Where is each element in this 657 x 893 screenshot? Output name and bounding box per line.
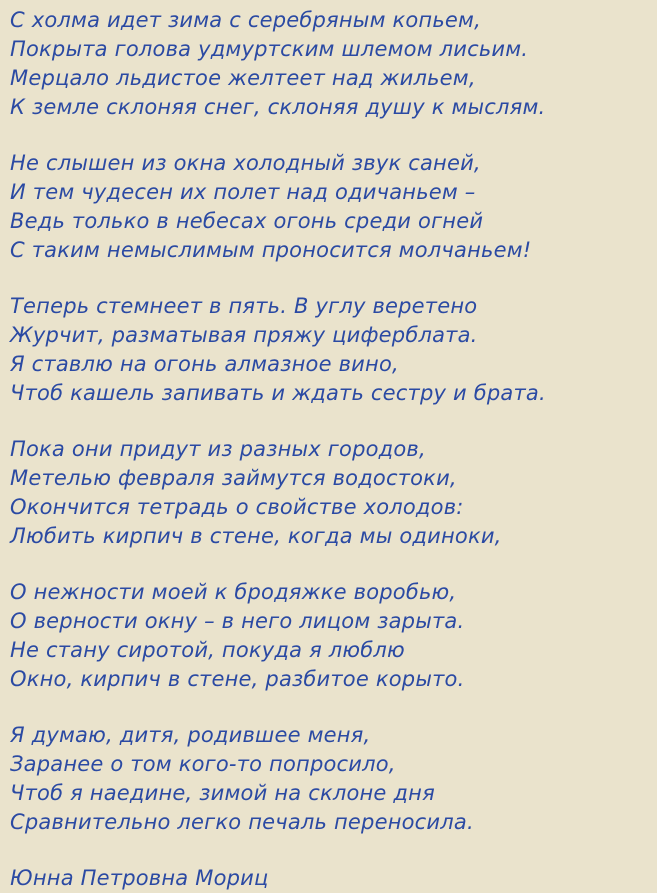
poem-line: И тем чудесен их полет над одичаньем –: [10, 180, 476, 204]
poem-line: О нежности моей к бродяжке воробью,: [10, 580, 457, 604]
poem-line: Ведь только в небесах огонь среди огней: [10, 209, 484, 233]
poem-line: Чтоб кашель запивать и ждать сестру и брата.: [10, 381, 546, 405]
poem-line: Я думаю, дитя, родившее меня,: [10, 723, 371, 747]
poem-line: Журчит, разматывая пряжу циферблата.: [10, 323, 478, 347]
poem-line: Покрыта голова удмуртским шлемом лисьим.: [10, 37, 529, 61]
author-signature: Юнна Петровна Мориц: [10, 866, 269, 890]
poem-line: С холма идет зима с серебряным копьем,: [10, 8, 481, 32]
stanza-3: [10, 292, 649, 408]
poem-line: Метелью февраля займутся водостоки,: [10, 466, 457, 490]
poem-line: Окно, кирпич в стене, разбитое корыто.: [10, 667, 465, 691]
poem-line: Теперь стемнеет в пять. В углу веретено: [10, 294, 478, 318]
poem-line: Любить кирпич в стене, когда мы одиноки,: [10, 524, 502, 548]
poem-line: Чтоб я наедине, зимой на склоне дня: [10, 781, 435, 805]
stanza-1: [10, 6, 649, 122]
poem-line: К земле склоняя снег, склоняя душу к мыслям.: [10, 95, 546, 119]
stanza-5: [10, 578, 649, 694]
stanza-4: [10, 435, 649, 551]
poem-line: Не слышен из окна холодный звук саней,: [10, 151, 481, 175]
poem-line: Заранее о том кого-то попросило,: [10, 752, 396, 776]
poem-line: С таким немыслимым проносится молчаньем!: [10, 238, 532, 262]
stanza-6: [10, 721, 649, 837]
poem-line: Окончится тетрадь о свойстве холодов:: [10, 495, 464, 519]
poem-line: Пока они придут из разных городов,: [10, 437, 426, 461]
poem-line: Я ставлю на огонь алмазное вино,: [10, 352, 399, 376]
poem-line: Сравнительно легко печаль переносила.: [10, 810, 474, 834]
poem-line: О верности окну – в него лицом зарыта.: [10, 609, 465, 633]
poem-line: Не стану сиротой, покуда я люблю: [10, 638, 405, 662]
poem-line: Мерцало льдистое желтеет над жильем,: [10, 66, 476, 90]
stanza-2: [10, 149, 649, 265]
